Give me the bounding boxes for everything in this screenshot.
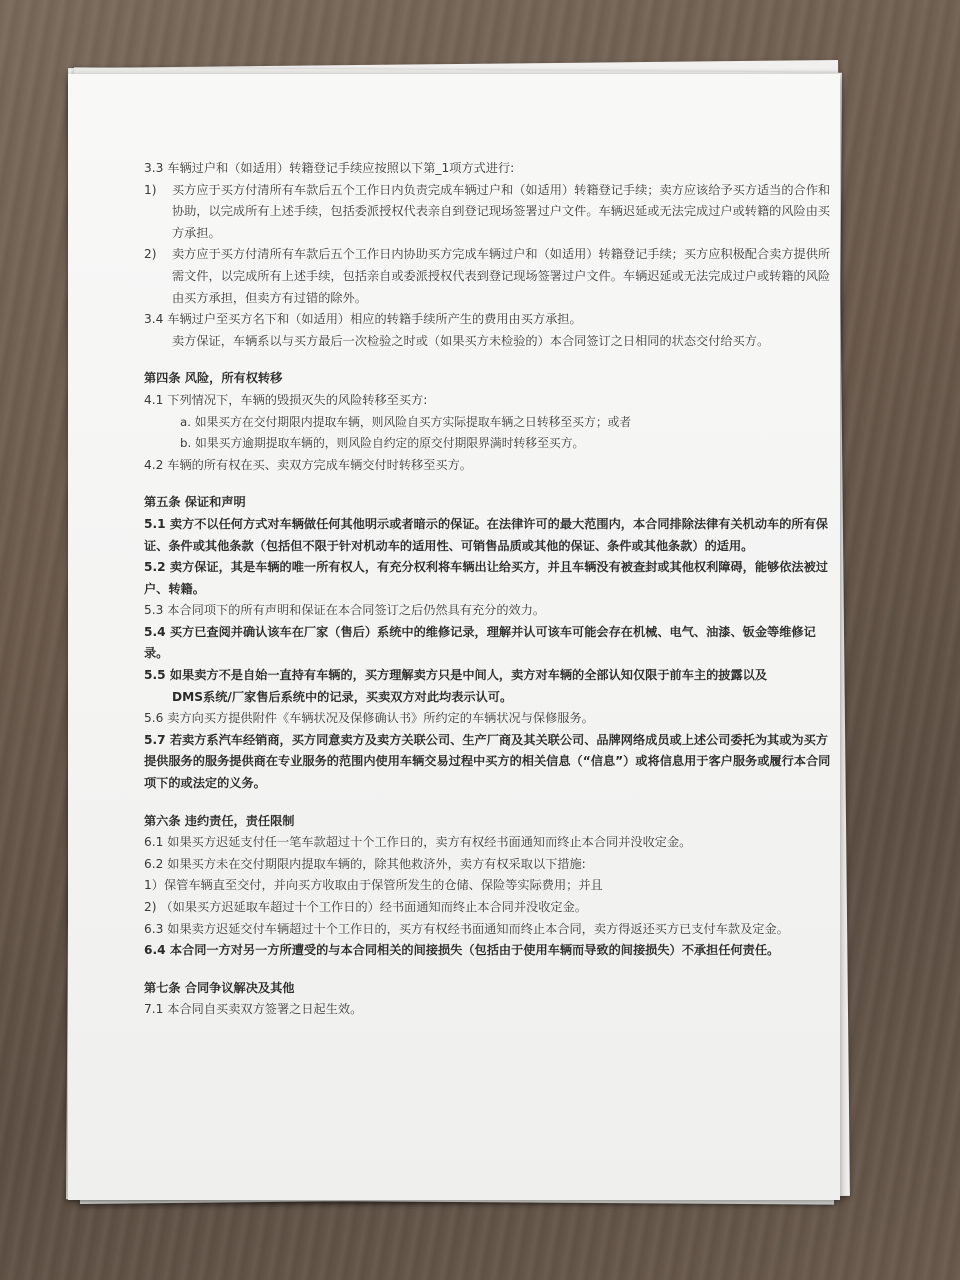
clause-5-7: 5.7 若卖方系汽车经销商，买方同意卖方及卖方关联公司、生产厂商及其关联公司、品牌网络成员或上述公司委托为其或为买方提供服务的服务提供商在专业服务的范围内使用车辆交易过程中买方的相关信息（“信息”）或将信息用于客户服务或履行本合同项下的或法定的义务。 <box>144 732 831 791</box>
clause-4-2: 4.2 车辆的所有权在买、卖双方完成车辆交付时转移至买方。 <box>144 457 472 472</box>
option-2-text: 卖方应于买方付清所有车款后五个工作日内协助买方完成车辆过户和（如适用）转籍登记手续；买方应积极配合卖方提供所需文件，以完成所有上述手续，包括亲自或委派授权代表到登记现场签署过户文件。车辆迟延或无法完成过户或转籍的风险由买方承担，但卖方有过错的除外。 <box>172 247 831 305</box>
option-1-number: 1) <box>144 182 157 197</box>
clause-6-2-measure-2: 2) （如果买方迟延取车超过十个工作日的）经书面通知而终止本合同并没收定金。 <box>144 900 587 914</box>
clause-5-1: 5.1 卖方不以任何方式对车辆做任何其他明示或者暗示的保证。在法律许可的最大范围内，本合同排除法律有关机动车的所有保证、条件或其他条款（包括但不限于针对机动车的适用性、可销售品质或其他的保证、条件或其他条款）的适用。 <box>144 516 828 553</box>
clause-5-4: 5.4 买方已查阅并确认该车在厂家（售后）系统中的维修记录，理解并认可该车可能会存在机械、电气、油漆、钣金等维修记录。 <box>144 624 816 661</box>
clause-4-1-a: a. 如果买方在交付期限内提取车辆，则风险自买方实际提取车辆之日转移至买方；或者 <box>180 414 632 429</box>
clause-6-4: 6.4 本合同一方对另一方所遭受的与本合同相关的间接损失（包括由于使用车辆而导致的间接损失）不承担任何责任。 <box>144 943 780 958</box>
contract-text <box>144 158 834 1021</box>
clause-5-6: 5.6 卖方向买方提供附件《车辆状况及保修确认书》所约定的车辆状况与保修服务。 <box>144 711 594 726</box>
article-6-title: 第六条 违约责任，责任限制 <box>144 813 295 828</box>
clause-3-3: 3.3 车辆过户和（如适用）转籍登记手续应按照以下第_1项方式进行: <box>144 161 515 175</box>
clause-5-5-cont: DMS系统/厂家售后系统中的记录，买卖双方对此均表示认可。 <box>172 689 513 704</box>
clause-6-3: 6.3 如果卖方迟延交付车辆超过十个工作日的，买方有权经书面通知而终止本合同，卖方得返还买方已支付车款及定金。 <box>144 921 789 936</box>
clause-5-3: 5.3 本合同项下的所有声明和保证在本合同签订之后仍然具有充分的效力。 <box>144 603 546 618</box>
option-2-number: 2) <box>144 247 157 262</box>
clause-6-2-measure-1: 1）保管车辆直至交付，并向买方收取由于保管所发生的仓储、保险等实际费用；并且 <box>144 878 603 893</box>
contract-page <box>68 74 840 1200</box>
option-1-text: 买方应于买方付清所有车款后五个工作日内负责完成车辆过户和（如适用）转籍登记手续；卖方应该给予买方适当的合作和协助，以完成所有上述手续，包括委派授权代表亲自到登记现场签署过户文件。车辆迟延或无法完成过户或转籍的风险由买方承担。 <box>172 182 831 240</box>
clause-3-4-warranty: 卖方保证，车辆系以与买方最后一次检验之时或（如果买方未检验的）本合同签订之日相同的状态交付给买方。 <box>172 333 770 348</box>
clause-3-3-option-2 <box>144 244 834 309</box>
clause-6-1: 6.1 如果买方迟延支付任一笔车款超过十个工作日的，卖方有权经书面通知而终止本合同并没收定金。 <box>144 835 692 850</box>
clause-3-4: 3.4 车辆过户至买方名下和（如适用）相应的转籍手续所产生的费用由买方承担。 <box>144 312 582 327</box>
clause-6-2: 6.2 如果买方未在交付期限内提取车辆的，除其他救济外，卖方有权采取以下措施: <box>144 856 586 871</box>
clause-4-1-b: b. 如果买方逾期提取车辆的，则风险自约定的原交付期限界满时转移至买方。 <box>180 436 585 451</box>
clause-3-3-option-1 <box>144 180 834 245</box>
article-7-title: 第七条 合同争议解决及其他 <box>144 980 295 995</box>
article-5-title: 第五条 保证和声明 <box>144 495 246 510</box>
clause-5-2: 5.2 卖方保证，其是车辆的唯一所有权人，有充分权利将车辆出让给买方，并且车辆没有被查封或其他权利障碍，能够依法被过户、转籍。 <box>144 560 828 596</box>
clause-4-1: 4.1 下列情况下，车辆的毁损灭失的风险转移至买方: <box>144 392 428 407</box>
clause-7-1: 7.1 本合同自买卖双方签署之日起生效。 <box>144 1002 363 1017</box>
clause-5-5: 5.5 如果卖方不是自始一直持有车辆的，买方理解卖方只是中间人，卖方对车辆的全部认知仅限于前车主的披露以及 <box>144 668 768 683</box>
article-4-title: 第四条 风险，所有权转移 <box>144 371 283 386</box>
